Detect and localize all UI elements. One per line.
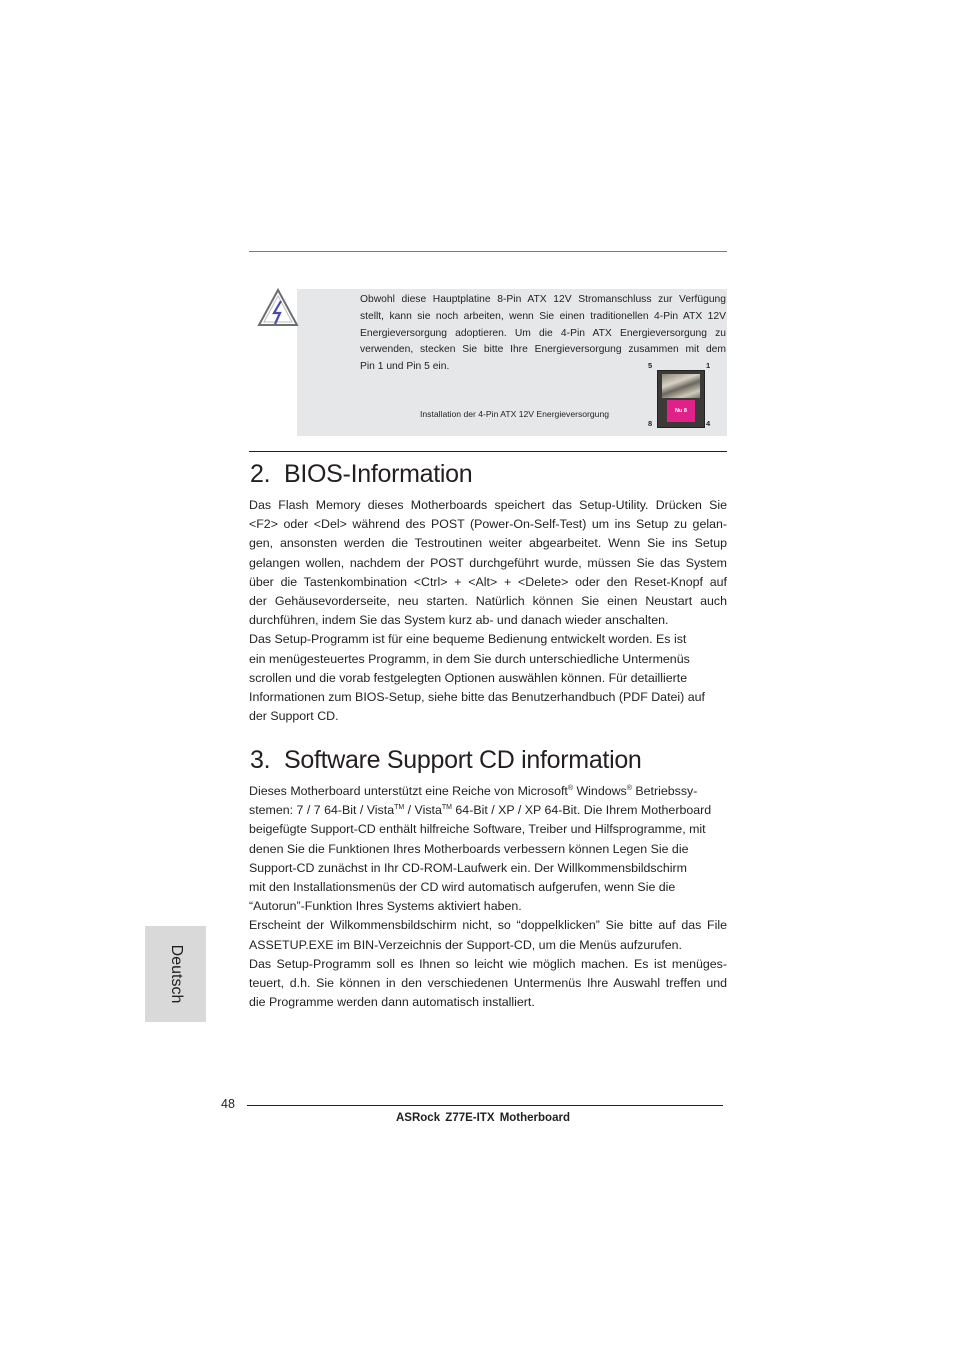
section-divider (249, 451, 727, 452)
text-line: Das Setup-Programm soll es Ihnen so leicht wie möglich machen. Es ist menüges- (249, 956, 727, 971)
footer-title: ASRock Z77E-ITX Motherboard (396, 1112, 570, 1124)
text-line: gelangen wollen, nachdem der POST durchgeführt wurde, müssen Sie das System (249, 555, 727, 570)
pin-label-1: 1 (706, 361, 711, 370)
warning-icon (256, 287, 300, 329)
section-title: Software Support CD information (284, 746, 642, 774)
text-line: scrollen und die vorab festgelegten Optionen auswählen können. Für detaillierte (249, 670, 688, 685)
section-title: BIOS-Information (284, 460, 473, 488)
text-line (249, 801, 727, 820)
caution-note-text (360, 292, 726, 376)
section-heading-software-cd (250, 746, 642, 775)
pin-label-8: 8 (648, 419, 653, 428)
text-fragment: stemen: 7 / 7 64-Bit / Vista (249, 803, 395, 818)
connector-sticker-text: Nu 8 (675, 408, 687, 414)
pin-label-5: 5 (648, 361, 653, 370)
note-line: Energieversorgung adoptieren. Um die 4-Pin ATX Energieversorgung zu (360, 327, 726, 339)
text-line: durchführen, indem Sie das System kurz ab- und danach wieder anschalten. (249, 613, 669, 628)
footer-divider (247, 1105, 723, 1106)
text-line: Support-CD zunächst in Ihr CD-ROM-Laufwerk ein. Der Willkommensbildschirm (249, 860, 687, 875)
text-line: “Autorun”-Funktion Ihres Systems aktiviert haben. (249, 899, 522, 914)
section-heading-bios (250, 460, 472, 489)
text-line: ein menügesteuertes Programm, in dem Sie durch unterschiedliche Untermenüs (249, 651, 690, 666)
note-line: verwenden, stecken Sie bitte Ihre Energieversorgung zusammen mit dem (360, 344, 726, 356)
text-line: die Programme werden dann automatisch installiert. (249, 995, 535, 1010)
side-tab-label: Deutsch (167, 944, 185, 1004)
text-line: Informationen zum BIOS-Setup, siehe bitte das Benutzerhandbuch (PDF Datei) auf (249, 690, 705, 705)
text-line: Erscheint der Wilkommensbildschirm nicht, so “doppelklicken” Sie bitte auf das File (249, 918, 727, 933)
page-number: 48 (221, 1097, 235, 1111)
section-number: 2. (250, 460, 271, 488)
trademark-mark: TM (394, 804, 405, 812)
text-line: der Gehäusevorderseite, neu starten. Natürlich können Sie einen Neustart auch (249, 594, 727, 609)
text-line: mit den Installationsmenüs der CD wird automatisch aufgerufen, wenn Sie die (249, 880, 676, 895)
section-number: 3. (250, 746, 271, 774)
bios-paragraph (249, 496, 727, 726)
text-line: beigefügte Support-CD enthält hilfreiche Software, Treiber und Hilfsprogramme, mit (249, 822, 706, 837)
top-divider (249, 251, 727, 252)
language-side-tab (145, 926, 206, 1022)
note-line: stellt, kann sie noch arbeiten, wenn Sie einen traditionellen 4-Pin ATX 12V (360, 310, 726, 322)
text-line: der Support CD. (249, 709, 339, 724)
connector-wires (662, 374, 700, 398)
text-fragment: 64-Bit / XP / XP 64-Bit. Die Ihrem Motherboard (451, 803, 712, 818)
text-line: denen Sie die Funktionen Ihres Motherboards verbessern können Legen Sie die (249, 841, 689, 856)
text-line: ASSETUP.EXE im BIN-Verzeichnis der Support-CD, um die Menüs aufzurufen. (249, 937, 682, 952)
software-cd-paragraph (249, 782, 727, 1012)
text-line: über die Tastenkombination <Ctrl> + <Alt> + <Delete> oder den Reset-Knopf auf (249, 574, 727, 589)
connector-sticker (667, 400, 695, 422)
text-line: teuert, d.h. Sie können in den verschiedenen Untermenüs Ihre Auswahl treffen und (249, 976, 727, 991)
text-line: Das Flash Memory dieses Motherboards speichert das Setup-Utility. Drücken Sie (249, 498, 727, 512)
pin-label-4: 4 (706, 419, 711, 428)
text-line: gen, ansonsten werden die Testroutinen weiter abgearbeitet. Wenn Sie ins Setup (249, 536, 727, 551)
text-line: Das Setup-Programm ist für eine bequeme Bedienung entwickelt worden. Es ist (249, 632, 687, 647)
connector-caption: Installation der 4-Pin ATX 12V Energieversorgung (420, 409, 610, 419)
text-line: <F2> oder <Del> während des POST (Power-On-Self-Test) um ins Setup zu gelan- (249, 517, 727, 532)
text-fragment: Betriebssy- (631, 784, 698, 798)
registered-mark: ® (567, 784, 574, 792)
text-fragment: Windows (573, 784, 627, 798)
note-line: Obwohl diese Hauptplatine 8-Pin ATX 12V Stromanschluss zur Verfügung (360, 294, 726, 305)
text-fragment: Dieses Motherboard unterstützt eine Reiche von Microsoft (249, 784, 568, 798)
trademark-mark: TM (441, 804, 452, 812)
note-line: Pin 1 und Pin 5 ein. (360, 361, 450, 373)
text-line (249, 782, 727, 801)
text-fragment: / Vista (404, 803, 442, 818)
atx-connector-photo (657, 370, 705, 428)
registered-mark: ® (626, 784, 632, 792)
